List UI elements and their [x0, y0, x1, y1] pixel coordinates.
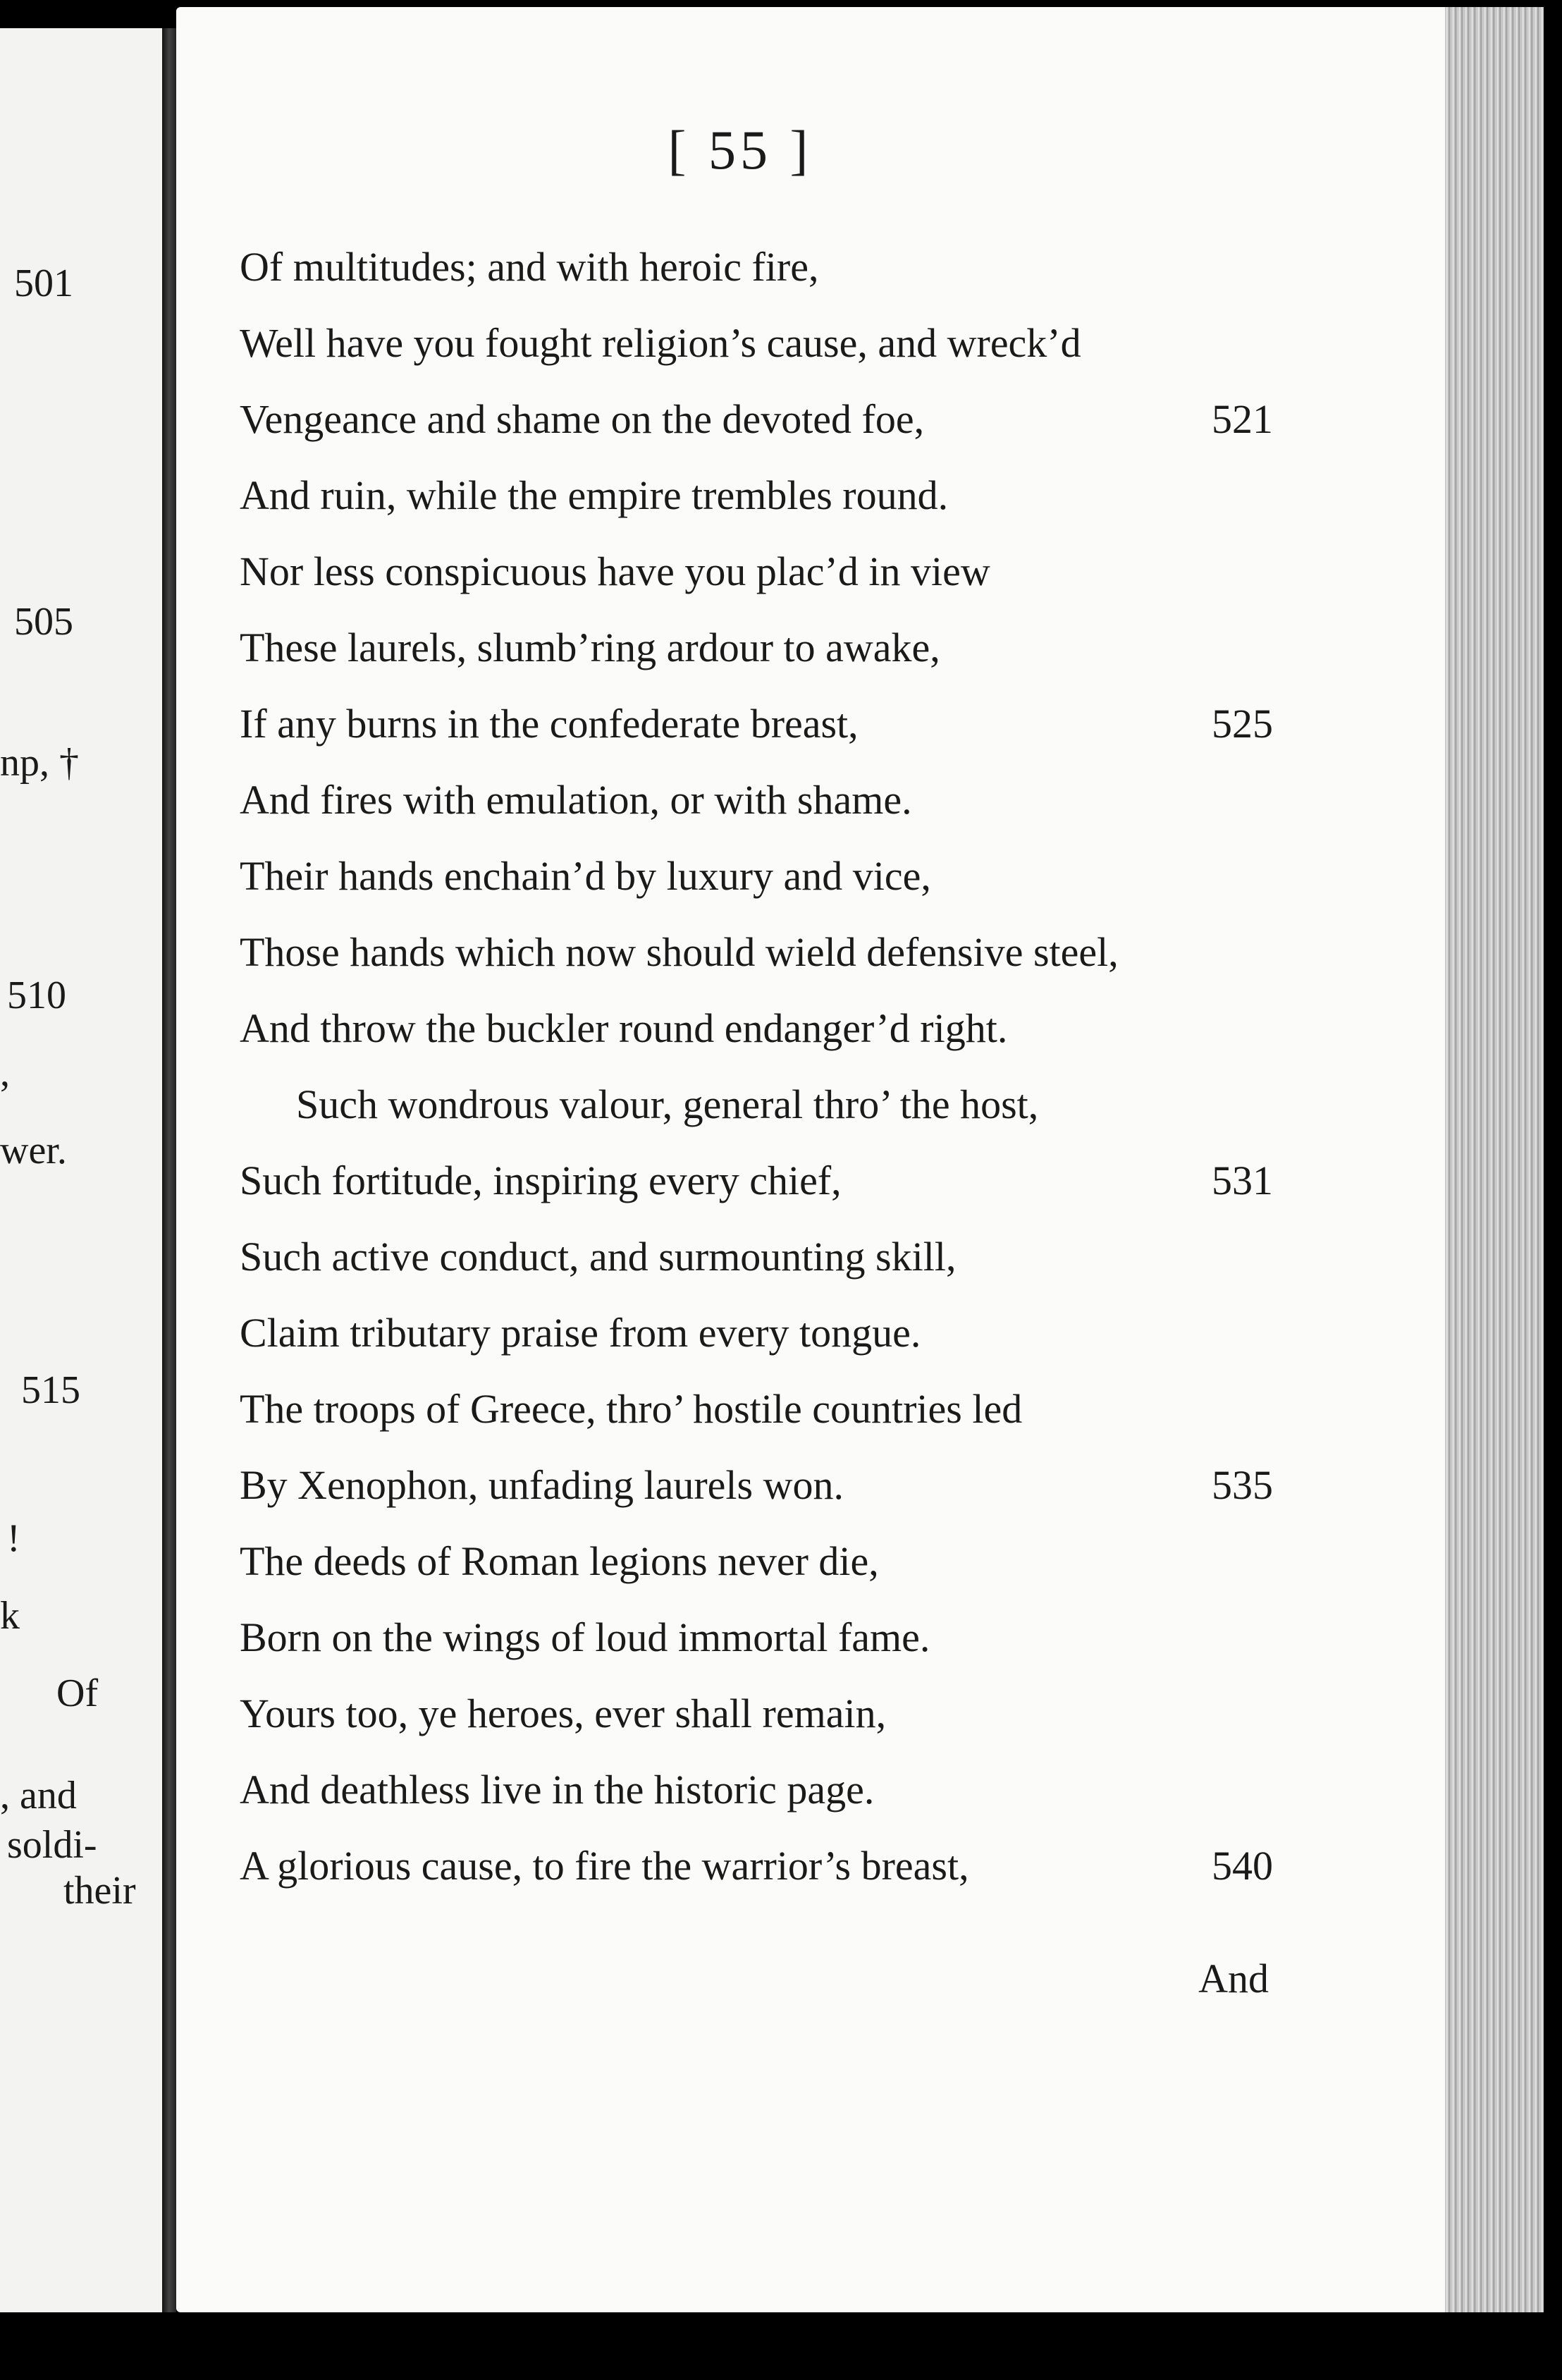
facing-page-fragment — [0, 28, 165, 2312]
left-fragment: Of — [56, 1671, 99, 1715]
line-number: 540 — [1212, 1843, 1273, 1889]
left-fragment: np, † — [0, 741, 79, 785]
line-number: 521 — [1212, 396, 1273, 442]
catchword: And — [1198, 1956, 1269, 2001]
verse-line: Well have you fought religion’s cause, and wreck’d — [240, 320, 1081, 366]
left-fragment: 510 — [7, 974, 66, 1017]
verse-line: Such wondrous valour, general thro’ the host, — [296, 1081, 1039, 1127]
verse-line: And throw the buckler round endanger’d right. — [240, 1005, 1008, 1051]
left-fragment: k — [0, 1594, 20, 1638]
verse-line: And fires with emulation, or with shame. — [240, 777, 912, 823]
verse-line: A glorious cause, to fire the warrior’s breast, — [240, 1843, 969, 1889]
verse-line: By Xenophon, unfading laurels won. — [240, 1462, 844, 1508]
verse-line: The troops of Greece, thro’ hostile countries led — [240, 1386, 1023, 1432]
verse-line: Such fortitude, inspiring every chief, — [240, 1158, 842, 1203]
left-fragment: their — [63, 1869, 136, 1913]
verse-line: These laurels, slumb’ring ardour to awake, — [240, 625, 940, 670]
line-number: 531 — [1212, 1158, 1273, 1203]
left-fragment: , — [0, 1051, 10, 1095]
left-fragment: 515 — [21, 1368, 80, 1412]
book-gutter — [162, 28, 176, 2312]
verse-line: Born on the wings of loud immortal fame. — [240, 1614, 930, 1660]
verse-line: Those hands which now should wield defensive steel, — [240, 929, 1119, 975]
verse-line: Nor less conspicuous have you plac’d in view — [240, 548, 990, 594]
verse-line: Claim tributary praise from every tongue. — [240, 1310, 921, 1356]
verse-line: Of multitudes; and with heroic fire, — [240, 244, 819, 290]
verse-line: Yours too, ye heroes, ever shall remain, — [240, 1691, 887, 1736]
line-number: 535 — [1212, 1462, 1273, 1508]
verse-line: If any burns in the confederate breast, — [240, 701, 859, 747]
left-fragment: ! — [7, 1516, 20, 1560]
verse-line: The deeds of Roman legions never die, — [240, 1538, 879, 1584]
left-fragment: wer. — [0, 1129, 67, 1172]
verse-line: Such active conduct, and surmounting skill, — [240, 1234, 957, 1280]
page-number-header: [ 55 ] — [668, 119, 813, 180]
left-fragment: , and — [0, 1774, 77, 1817]
left-fragment: soldi- — [7, 1823, 97, 1867]
line-number: 525 — [1212, 701, 1273, 747]
verse-line: And ruin, while the empire trembles round. — [240, 472, 949, 518]
verse-line: Vengeance and shame on the devoted foe, — [240, 396, 925, 442]
left-fragment: 501 — [14, 262, 73, 305]
left-fragment: 505 — [14, 600, 73, 644]
verse-line: And deathless live in the historic page. — [240, 1767, 875, 1812]
page-fore-edge — [1445, 7, 1544, 2312]
verse-line: Their hands enchain’d by luxury and vice, — [240, 853, 931, 899]
